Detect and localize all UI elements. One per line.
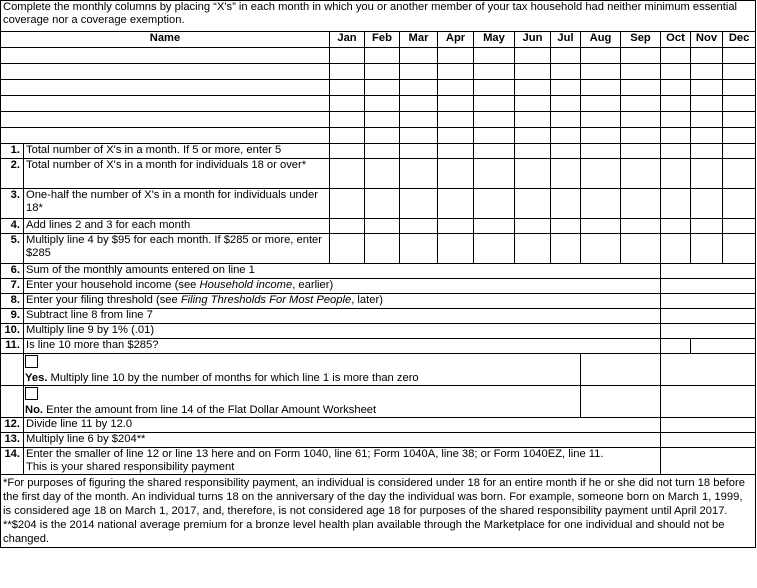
- month-header-dec: Dec: [723, 32, 756, 48]
- name-header: Name: [1, 32, 330, 48]
- line-number: 12.: [1, 418, 24, 433]
- line-number: 6.: [1, 264, 24, 279]
- line-2-row: [1, 159, 756, 189]
- name-cell[interactable]: [1, 96, 330, 112]
- month-header-apr: Apr: [438, 32, 474, 48]
- footnote-bronze-premium: **$204 is the 2014 national average premium for a bronze level health plan available through the Marketplace for one individual and should not be changed.: [3, 519, 725, 545]
- month-header-jun: Jun: [515, 32, 551, 48]
- line-5-label: Multiply line 4 by $95 for each month. If $285 or more, enter $285: [24, 234, 330, 264]
- line-number: 5.: [1, 234, 24, 264]
- line-8-amount-field[interactable]: [661, 294, 756, 309]
- line-9-label: Subtract line 8 from line 7: [24, 309, 661, 324]
- month-header-nov: Nov: [691, 32, 723, 48]
- line-10-row: [1, 324, 756, 339]
- line-11-amount-field[interactable]: [691, 339, 756, 354]
- line-12-amount-field[interactable]: [661, 418, 756, 433]
- month-header-oct: Oct: [661, 32, 691, 48]
- line-3-row: [1, 189, 756, 219]
- line-number: 4.: [1, 219, 24, 234]
- line-13-row: [1, 433, 756, 448]
- name-entry-row[interactable]: [1, 48, 756, 64]
- line-5-row: [1, 234, 756, 264]
- line-9-row: [1, 309, 756, 324]
- month-header-jul: Jul: [551, 32, 581, 48]
- line-number: 11.: [1, 339, 24, 354]
- line-6-amount-field[interactable]: [661, 264, 756, 279]
- name-entry-row[interactable]: [1, 64, 756, 80]
- yes-checkbox[interactable]: [25, 355, 38, 368]
- line-number: 10.: [1, 324, 24, 339]
- name-entry-row[interactable]: [1, 80, 756, 96]
- month-header-aug: Aug: [581, 32, 621, 48]
- month-header-may: May: [474, 32, 515, 48]
- yes-option-row: [1, 354, 756, 386]
- line-7-label: Enter your household income (see Household income, earlier): [24, 279, 661, 294]
- line-number: 14.: [1, 448, 24, 475]
- line-14-amount-field[interactable]: [661, 448, 756, 475]
- month-header-mar: Mar: [400, 32, 438, 48]
- line-3-label: One-half the number of X's in a month for individuals under 18*: [24, 189, 330, 219]
- line-9-amount-field[interactable]: [661, 309, 756, 324]
- line-12-label: Divide line 11 by 12.0: [24, 418, 661, 433]
- name-cell[interactable]: [1, 112, 330, 128]
- line-13-label: Multiply line 6 by $204**: [24, 433, 661, 448]
- line-8-row: [1, 294, 756, 309]
- no-option: No. Enter the amount from line 14 of the Flat Dollar Amount Worksheet: [24, 386, 581, 418]
- name-entry-row[interactable]: [1, 112, 756, 128]
- line-14-row: [1, 448, 756, 475]
- line-10-amount-field[interactable]: [661, 324, 756, 339]
- line-number: 2.: [1, 159, 24, 189]
- line-4-row: [1, 219, 756, 234]
- name-entry-row[interactable]: [1, 96, 756, 112]
- month-header-jan: Jan: [330, 32, 365, 48]
- name-cell[interactable]: [1, 48, 330, 64]
- line-11-label: Is line 10 more than $285?: [24, 339, 661, 354]
- line-number: 7.: [1, 279, 24, 294]
- yes-option: Yes. Multiply line 10 by the number of months for which line 1 is more than zero: [24, 354, 581, 386]
- line-number: 1.: [1, 144, 24, 159]
- line-12-row: [1, 418, 756, 433]
- line-2-label: Total number of X's in a month for individuals 18 or over*: [24, 159, 330, 189]
- name-cell[interactable]: [1, 80, 330, 96]
- header-row: [1, 32, 756, 48]
- line-7-row: [1, 279, 756, 294]
- line-6-row: [1, 264, 756, 279]
- line-10-label: Multiply line 9 by 1% (.01): [24, 324, 661, 339]
- line-13-amount-field[interactable]: [661, 433, 756, 448]
- footnote-under-18: *For purposes of figuring the shared responsibility payment, an individual is considered under 18 for an entire month if he or she did not turn 18 before the first day of the month. An individual turns 18 on the anniversary of the day the individual was born. For example, someone born on March 1, 1999, is considered age 18 on March 1, 2017, and, therefore, is not considered age 18 for purposes of the shared responsibility payment until April 2017.: [3, 477, 745, 517]
- line-11-row: [1, 339, 756, 354]
- month-header-feb: Feb: [365, 32, 400, 48]
- line-7-amount-field[interactable]: [661, 279, 756, 294]
- line-number: 9.: [1, 309, 24, 324]
- line-6-label: Sum of the monthly amounts entered on line 1: [24, 264, 661, 279]
- intro-text: Complete the monthly columns by placing “X's” in each month in which you or another member of your tax household had neither minimum essential coverage nor a coverage exemption.: [1, 1, 756, 32]
- name-entry-row[interactable]: [1, 128, 756, 144]
- line-number: 3.: [1, 189, 24, 219]
- no-checkbox[interactable]: [25, 387, 38, 400]
- line-8-label: Enter your filing threshold (see Filing Thresholds For Most People, later): [24, 294, 661, 309]
- footnotes: [1, 475, 756, 548]
- name-cell[interactable]: [1, 128, 330, 144]
- name-cell[interactable]: [1, 64, 330, 80]
- line-1-row: [1, 144, 756, 159]
- line-number: 13.: [1, 433, 24, 448]
- line-1-label: Total number of X's in a month. If 5 or more, enter 5: [24, 144, 330, 159]
- line-11-small-box: [661, 339, 691, 354]
- line-4-label: Add lines 2 and 3 for each month: [24, 219, 330, 234]
- line-number: 8.: [1, 294, 24, 309]
- month-header-sep: Sep: [621, 32, 661, 48]
- line-14-label: Enter the smaller of line 12 or line 13 here and on Form 1040, line 61; Form 1040A, line 38; or Form 1040EZ, line 11. This is your shared responsibility payment: [24, 448, 661, 475]
- no-option-row: [1, 386, 756, 418]
